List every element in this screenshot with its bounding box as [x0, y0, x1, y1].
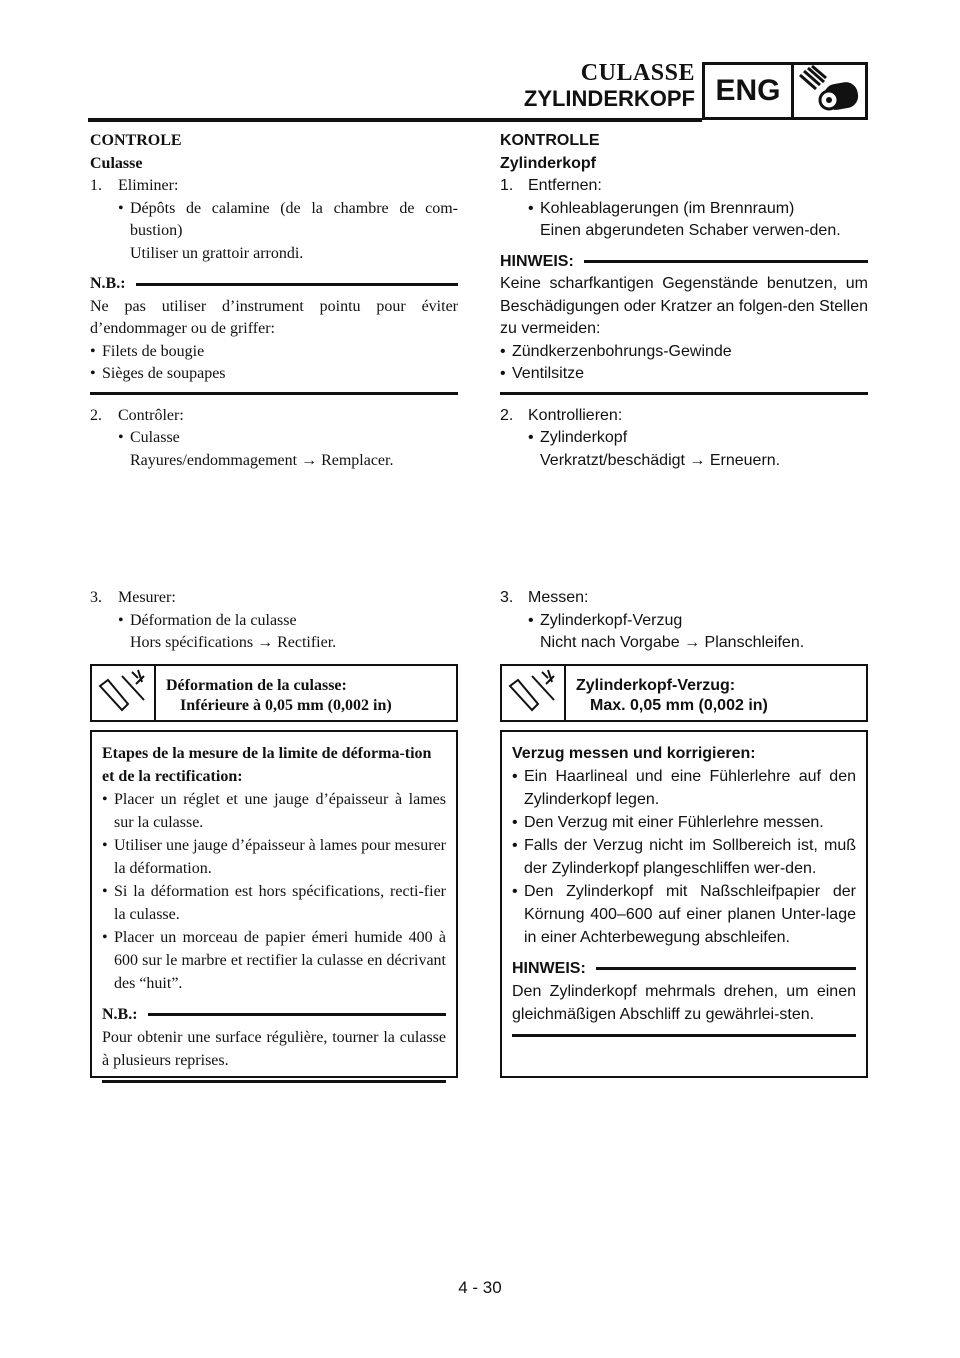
caliper-icon — [92, 666, 156, 720]
spec-text — [576, 676, 768, 716]
list-item — [90, 363, 458, 386]
note-text: Den Zylinderkopf mehrmals drehen, um einen gleichmäßigen Abschliff zu gewährlei-sten. — [512, 983, 856, 1023]
french-column — [90, 130, 458, 472]
step-detail: Verkratzt/beschädigt → Erneuern. — [540, 451, 781, 469]
divider — [584, 260, 868, 263]
list-item-text: Si la déformation est hors spécifications, recti-fier la culasse. — [114, 883, 446, 923]
divider — [90, 392, 458, 395]
step-title: Contrôler: — [118, 406, 184, 424]
step-detail: Einen abgerundeten Schaber verwen-den. — [540, 222, 841, 239]
note-header-fr — [90, 273, 458, 296]
list-item-text: Dépôts de calamine (de la chambre de com-bustion) — [130, 199, 458, 239]
section-title-de: KONTROLLE — [500, 132, 600, 149]
list-item-text: Ventilsitze — [512, 365, 585, 382]
bullet-icon: • — [118, 429, 124, 446]
step-title: Mesurer: — [118, 589, 176, 606]
list-item-text: Zylinderkopf-Verzug — [540, 611, 683, 629]
note-header — [512, 957, 856, 980]
procedure-box-de — [500, 730, 868, 1078]
spec-box-de — [500, 664, 868, 722]
list-item — [512, 880, 856, 949]
subsection-title-fr: Culasse — [90, 154, 143, 172]
list-item-text: Sièges de soupapes — [102, 365, 226, 382]
note-text-de: Keine scharfkantigen Gegenstände benutzen, um Beschädigungen oder Kratzer an folgen-den Stellen zu vermeiden: — [500, 275, 868, 337]
header-rule — [88, 118, 702, 122]
section-badge — [702, 62, 868, 120]
spec-value: Max. 0,05 mm (0,002 in) — [590, 697, 768, 714]
german-column — [500, 130, 868, 472]
divider — [596, 967, 856, 970]
step-2-fr — [90, 405, 458, 428]
list-item — [102, 880, 446, 926]
bullet-icon: • — [118, 199, 124, 217]
list-item-text: Zylinderkopf — [540, 429, 628, 446]
list-item-text: Falls der Verzug nicht im Sollbereich ist, muß der Zylinderkopf plangeschliffen wer-den. — [524, 837, 856, 877]
step-number: 3. — [90, 589, 102, 606]
list-item — [500, 363, 868, 386]
french-step-3 — [90, 587, 458, 655]
step-detail: Rayures/endommagement → Remplacer. — [130, 451, 394, 469]
step-title: Messen: — [528, 589, 589, 606]
procedure-title: Etapes de la mesure de la limite de déforma-tion et de la rectification: — [102, 745, 432, 785]
bullet-icon: • — [102, 929, 108, 946]
step-2-de — [500, 405, 868, 428]
note-text-fr: Ne pas utiliser d’instrument pointu pour éviter d’endommager ou de griffer: — [90, 297, 458, 337]
step-1-fr — [90, 175, 458, 198]
step-3-de — [500, 587, 868, 610]
list-item-text: Kohleablagerungen (im Brennraum) — [540, 199, 795, 217]
list-item-text: Déformation de la culasse — [130, 611, 297, 629]
divider — [148, 1013, 446, 1016]
list-item — [512, 811, 856, 834]
divider — [102, 1080, 446, 1083]
bullet-icon: • — [512, 768, 518, 785]
list-item — [102, 926, 446, 995]
step-detail: Utiliser un grattoir arrondi. — [130, 244, 304, 262]
list-item-text: Den Verzug mit einer Fühlerlehre messen. — [524, 814, 824, 831]
bullet-icon: • — [512, 837, 518, 854]
bullet-icon: • — [528, 429, 534, 446]
header-title-de: ZYLINDERKOPF — [523, 86, 695, 111]
spec-box-fr — [90, 664, 458, 722]
spec-title: Zylinderkopf-Verzug: — [576, 677, 736, 694]
list-item-text: Placer un réglet et une jauge d’épaisseur à lames sur la culasse. — [114, 791, 446, 831]
engine-parts-icon — [794, 65, 865, 117]
bullet-icon: • — [512, 814, 518, 831]
divider — [512, 1034, 856, 1037]
list-item — [102, 834, 446, 880]
step-number: 3. — [500, 589, 514, 606]
spec-title: Déformation de la culasse: — [166, 677, 347, 694]
section-title-fr: CONTROLE — [90, 132, 182, 149]
bullet-icon: • — [528, 199, 534, 217]
list-item — [90, 427, 458, 450]
list-item — [500, 198, 868, 221]
note-header — [102, 1003, 446, 1026]
bullet-icon: • — [528, 611, 534, 629]
step-title: Eliminer: — [118, 177, 179, 194]
step-title: Kontrollieren: — [528, 406, 623, 424]
list-item — [102, 788, 446, 834]
bullet-icon: • — [102, 883, 108, 900]
list-item — [512, 765, 856, 811]
header-title-fr: CULASSE — [580, 60, 695, 86]
step-number: 1. — [90, 177, 102, 194]
list-item — [500, 427, 868, 450]
note-label: N.B.: — [90, 275, 126, 292]
german-step-3 — [500, 587, 868, 655]
list-item — [512, 834, 856, 880]
badge-label: ENG — [705, 65, 794, 117]
list-item-text: Placer un morceau de papier émeri humide 400 à 600 sur le marbre et rectifier la culasse en décrivant des “huit”. — [114, 929, 446, 992]
list-item — [90, 610, 458, 633]
step-3-fr — [90, 587, 458, 610]
note-text: Pour obtenir une surface régulière, tourner la culasse à plusieurs reprises. — [102, 1029, 446, 1069]
caliper-icon — [502, 666, 566, 720]
step-1-de — [500, 175, 868, 198]
bullet-icon: • — [90, 365, 96, 382]
bullet-icon: • — [512, 883, 518, 900]
procedure-title: Verzug messen und korrigieren: — [512, 745, 756, 762]
list-item-text: Zündkerzenbohrungs-Gewinde — [512, 342, 732, 360]
page-number: 4 - 30 — [458, 1278, 502, 1297]
note-label: N.B.: — [102, 1006, 138, 1023]
bullet-icon: • — [118, 611, 124, 629]
note-label: HINWEIS: — [500, 252, 574, 270]
bullet-icon: • — [500, 342, 506, 360]
note-label: HINWEIS: — [512, 960, 586, 977]
note-header-de — [500, 251, 868, 274]
list-item-text: Filets de bougie — [102, 342, 205, 360]
list-item-text: Ein Haarlineal und eine Fühlerlehre auf den Zylinderkopf legen. — [524, 768, 856, 808]
list-item — [500, 610, 868, 633]
list-item — [90, 198, 458, 243]
list-item — [500, 341, 868, 364]
step-number: 1. — [500, 177, 514, 194]
spec-text — [166, 676, 392, 716]
step-title: Entfernen: — [528, 177, 602, 194]
divider — [500, 392, 868, 395]
spec-value: Inférieure à 0,05 mm (0,002 in) — [180, 697, 392, 714]
bullet-icon: • — [90, 342, 96, 360]
divider — [136, 283, 458, 286]
step-number: 2. — [500, 406, 514, 424]
step-detail: Nicht nach Vorgabe → Planschleifen. — [540, 634, 805, 651]
subsection-title-de: Zylinderkopf — [500, 154, 597, 172]
bullet-icon: • — [500, 365, 506, 382]
procedure-box-fr — [90, 730, 458, 1078]
list-item-text: Culasse — [130, 429, 180, 446]
list-item — [90, 341, 458, 364]
step-detail: Hors spécifications → Rectifier. — [130, 634, 337, 651]
bullet-icon: • — [102, 837, 108, 854]
list-item-text: Utiliser une jauge d’épaisseur à lames pour mesurer la déformation. — [114, 837, 446, 877]
list-item-text: Den Zylinderkopf mit Naßschleifpapier der Körnung 400–600 auf einer planen Unter-lage in einer Achterbewegung abschleifen. — [524, 883, 856, 946]
step-number: 2. — [90, 406, 102, 424]
bullet-icon: • — [102, 791, 108, 808]
